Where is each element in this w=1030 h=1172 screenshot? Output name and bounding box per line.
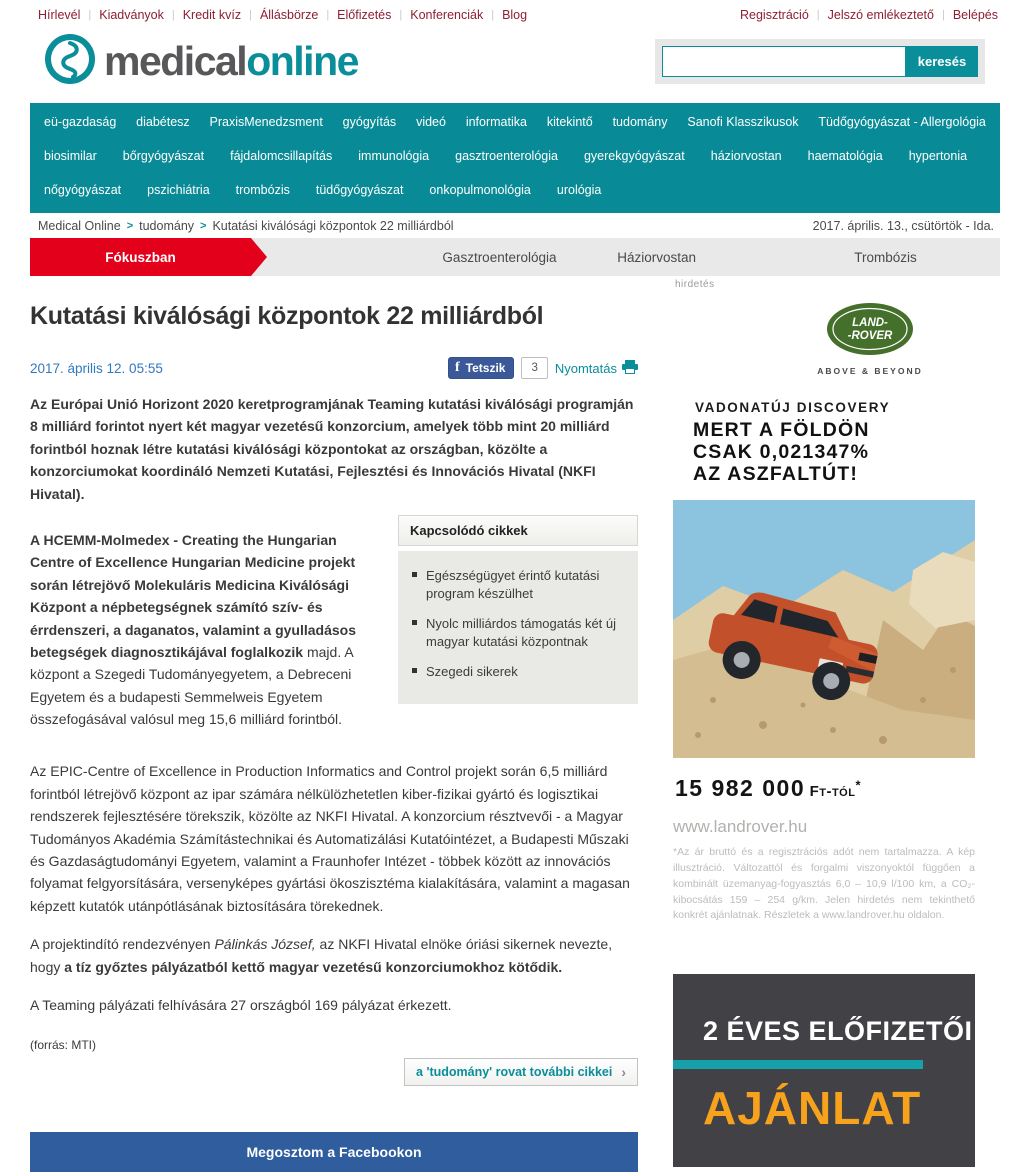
link-belepes[interactable]: Belépés — [952, 8, 998, 22]
ad-headline — [693, 420, 975, 485]
nav-borgyogyaszat[interactable]: bőrgyógyászat — [122, 149, 205, 163]
article-paragraph-5: A Teaming pályázati felhívására 27 országból 169 pályázat érkezett. — [30, 996, 452, 1013]
separator: | — [326, 9, 330, 21]
paragraph-4-mid: az NKFI Hivatal elnöke óriási sikernek nevezte, hogy — [30, 936, 613, 975]
ad-price — [675, 775, 975, 802]
related-articles-list — [398, 551, 638, 704]
nav-diabetesz[interactable]: diabétesz — [136, 115, 190, 129]
search-button[interactable]: keresés — [906, 46, 978, 77]
list-item — [412, 567, 628, 602]
list-item — [412, 663, 628, 681]
subscription-ad-line-1: 2 ÉVES ELŐFIZETŐI — [703, 1016, 973, 1047]
breadcrumb-tudomany[interactable]: tudomány — [139, 219, 195, 233]
subscription-ad[interactable] — [673, 974, 975, 1167]
ad-disclaimer: *Az ár bruttó és a regisztrációs adót nem tartalmazza. A kép illusztráció. Változattól és forgalmi viszonyoktól függően a kombinált üzemanyag-fogyasztás 6,0 – 10,9 l/100 km, a CO₂-kibocsátás 159 – 254 g/km. Jelen hirdetés nem tekinthető konkrét ajánlatnak. Részletek a www.landrover.hu oldalon. — [673, 846, 975, 922]
nav-tudogyogyaszat-allergologia[interactable]: Tüdőgyógyászat - Allergológia — [818, 115, 986, 129]
price-asterisk: * — [855, 778, 861, 794]
article-paragraph-2 — [30, 529, 384, 731]
landrover-tagline: ABOVE & BEYOND — [817, 366, 923, 376]
paragraph-4-italic: Pálinkás József, — [214, 936, 316, 953]
link-kiadvanyok[interactable]: Kiadványok — [99, 8, 164, 22]
landrover-logo-text-top: LAND- — [852, 317, 888, 329]
nav-praxismenedzsment[interactable]: PraxisMenedzsment — [209, 115, 323, 129]
section-tabbar — [30, 238, 1000, 276]
separator: | — [88, 9, 92, 21]
chevron-right-icon: > — [200, 220, 207, 232]
utility-links-left — [38, 8, 527, 22]
related-articles-box — [398, 515, 638, 745]
page-title: Kutatási kiválósági központok 22 milliárdból — [30, 302, 544, 330]
paragraph-4-pre: A projektindító rendezvényen — [30, 936, 215, 953]
nav-fajdalomcsillapitas[interactable]: fájdalomcsillapítás — [230, 149, 333, 163]
more-articles-button[interactable] — [404, 1058, 638, 1086]
chevron-right-icon: > — [126, 220, 134, 232]
paragraph-4-bold: a tíz győztes pályázatból kettő magyar vezetésű konzorciumokhoz kötődik. — [64, 958, 563, 975]
print-button[interactable] — [555, 360, 638, 377]
ad-label: hirdetés — [675, 279, 715, 290]
nav-video[interactable]: videó — [416, 115, 446, 129]
related-link-2[interactable]: Nyolc milliárdos támogatás két új magyar kutatási központnak — [426, 616, 617, 649]
ad-headline-line-2: CSAK 0,021347% — [693, 440, 870, 463]
nav-haziorvostan[interactable]: háziorvostan — [710, 149, 782, 163]
nav-gasztroenterologia[interactable]: gasztroenterológia — [455, 149, 558, 163]
square-bullet-icon — [412, 572, 417, 577]
price-unit: Ft-tól — [809, 783, 856, 801]
nav-gyogyitas[interactable]: gyógyítás — [342, 115, 397, 129]
sidebar — [673, 276, 975, 1172]
separator: | — [941, 9, 945, 21]
nav-kitekinto[interactable]: kitekintő — [546, 115, 593, 129]
nav-immunologia[interactable]: immunológia — [358, 149, 430, 163]
logo-online-text: online — [246, 38, 358, 84]
nav-sanofi-klasszikusok[interactable]: Sanofi Klasszikusok — [687, 115, 799, 129]
nav-haematologia[interactable]: haematológia — [807, 149, 883, 163]
ad-headline-line-3: AZ ASZFALTÚT! — [693, 462, 859, 485]
search-box — [655, 39, 985, 84]
nav-row-1 — [38, 105, 992, 139]
breadcrumb-row — [30, 213, 1000, 238]
nav-tudogyogyaszat[interactable]: tüdőgyógyászat — [315, 183, 404, 197]
landrover-logo-block — [805, 302, 935, 376]
logo-wordmark — [104, 38, 358, 84]
subscription-ad-line-2: AJÁNLAT — [703, 1082, 922, 1135]
logo-medical-text: medical — [104, 38, 247, 84]
tab-haziorvostan[interactable]: Háziorvostan — [617, 249, 697, 265]
breadcrumb-home[interactable]: Medical Online — [38, 219, 121, 233]
link-allasborze[interactable]: Állásbörze — [259, 8, 319, 22]
breadcrumb — [38, 219, 454, 233]
ad-subheading: VADONATÚJ DISCOVERY — [695, 400, 891, 415]
related-link-3[interactable]: Szegedi sikerek — [426, 664, 518, 680]
article-lead: Az Európai Unió Horizont 2020 keretprogramjának Teaming kutatási kiválósági programján 8 milliárd forintot nyert két magyar vezetésű konzorcium, amelyek több mint 20 milliárd forintból hoznak létre kutatási kiválósági központokat az országban, közölte a konzorciumokat koordináló Nemzeti Kutatási, Fejlesztési és Innovációs Hivatal (NKFI Hivatal). — [30, 396, 634, 502]
landrover-logo-text-bottom: -ROVER — [847, 330, 893, 342]
site-header — [0, 22, 1030, 103]
nav-informatika[interactable]: informatika — [465, 115, 527, 129]
tab-gasztroenterologia[interactable]: Gasztroenterológia — [442, 249, 557, 265]
price-value: 15 982 000 — [675, 775, 806, 802]
article-middle-row — [30, 515, 638, 745]
link-jelszo-emlekezteto[interactable]: Jelszó emlékeztető — [827, 8, 934, 22]
related-articles-title: Kapcsolódó cikkek — [398, 515, 638, 546]
discovery-car-photo — [673, 500, 975, 758]
breadcrumb-current: Kutatási kiválósági központok 22 milliárdból — [212, 219, 454, 233]
facebook-share-button[interactable]: Megosztom a Facebookon — [30, 1132, 638, 1172]
main-navigation — [30, 103, 1000, 213]
more-articles-row — [30, 1058, 638, 1086]
article-paragraph-4 — [30, 933, 638, 978]
facebook-like-button[interactable] — [448, 357, 514, 379]
nav-tudomany[interactable]: tudomány — [612, 115, 668, 129]
nav-biosimilar[interactable]: biosimilar — [44, 149, 97, 163]
related-link-1[interactable]: Egészségügyet érintő kutatási program készülhet — [426, 567, 600, 601]
paragraph-2-rest: majd. A központ a Szegedi Tudományegyetem, a Debreceni Egyetem és a budapesti Semmelweis Egyetem összefogásával valósul meg 15,6 milliárd forintból. — [30, 643, 353, 728]
medicalonline-logo-icon — [45, 34, 95, 89]
nav-pszichiatria[interactable]: pszichiátria — [147, 183, 210, 197]
link-kredit-kviz[interactable]: Kredit kvíz — [182, 8, 242, 22]
article-date: 2017. április 12. 05:55 — [30, 360, 163, 376]
ad-url-link[interactable]: www.landrover.hu — [673, 817, 808, 837]
more-articles-label: a 'tudomány' rovat további cikkei — [416, 1065, 613, 1080]
current-date: 2017. április. 13., csütörtök - Ida. — [812, 219, 994, 233]
separator: | — [399, 9, 403, 21]
ad-headline-line-1: MERT A FÖLDÖN — [693, 419, 870, 441]
utility-bar — [0, 0, 1030, 22]
nav-row-3 — [38, 173, 992, 207]
content-area — [0, 276, 1030, 1172]
like-label: Tetszik — [465, 361, 506, 375]
tab-fokuszban[interactable]: Fókuszban — [30, 238, 251, 276]
square-bullet-icon — [412, 668, 417, 673]
separator: | — [171, 9, 175, 21]
nav-onkopulmonologia[interactable]: onkopulmonológia — [429, 183, 531, 197]
nav-eu-gazdasag[interactable]: eü-gazdaság — [44, 115, 117, 129]
list-item — [412, 615, 628, 650]
landrover-logo-icon — [826, 302, 914, 361]
search-input[interactable] — [662, 46, 906, 77]
print-label: Nyomtatás — [554, 360, 617, 376]
nav-nogyogyaszat[interactable]: nőgyógyászat — [44, 183, 122, 197]
nav-row-2 — [38, 139, 992, 173]
nav-hypertonia[interactable]: hypertonia — [908, 149, 968, 163]
link-blog[interactable]: Blog — [502, 8, 528, 22]
facebook-icon: f — [454, 360, 460, 375]
separator: | — [491, 9, 495, 21]
article-meta-row — [30, 357, 638, 379]
site-logo[interactable] — [45, 34, 358, 89]
landrover-ad[interactable] — [673, 302, 975, 924]
paragraph-2-bold: A HCEMM-Molmedex - Creating the Hungarian Centre of Excellence Hungarian Medicine projekt során létrejövő Molekuláris Medicina Kiválósági Központ a népbetegségnek számító szív- és érrdenszeri, a daganatos, valamint a gyulladásos betegségek diagnosztikájával foglalkozik — [30, 531, 357, 660]
chevron-right-icon: › — [621, 1064, 626, 1081]
like-count-badge: 3 — [521, 357, 547, 379]
link-elofizetes[interactable]: Előfizetés — [337, 8, 392, 22]
tab-trombozis[interactable]: Trombózis — [854, 249, 917, 265]
nav-urologia[interactable]: urológia — [556, 183, 602, 197]
article-source: (forrás: MTI) — [30, 1038, 96, 1053]
article-actions — [448, 357, 638, 379]
link-konferenciak[interactable]: Konferenciák — [410, 8, 484, 22]
square-bullet-icon — [412, 620, 417, 625]
nav-gyerekgyogyaszat[interactable]: gyerekgyógyászat — [583, 149, 685, 163]
nav-trombozis[interactable]: trombózis — [235, 183, 290, 197]
link-hirlevel[interactable]: Hírlevél — [38, 8, 81, 22]
separator: | — [816, 9, 820, 21]
article-column — [30, 276, 638, 1172]
utility-links-right — [740, 8, 998, 22]
article-paragraph-3: Az EPIC-Centre of Excellence in Production Informatics and Control projekt során 6,5 milliárd forintból létrejövő központ az ipar számára nélkülözhetetlen kiber-fizikai gyártó és logisztikai rendszerek fejlesztésére törekszik, közölte az NKFI Hivatal. A konzorcium résztvevői - a Magyar Tudományos Akadémia Számítástechnikai és Automatizálási Kutatóintézet, a Budapesti Műszaki és Gazdaságtudományi Egyetem, valamint a Fraunhofer Intézet - többek között az innovációs folyamat felgyorsítására, versenyképes gyártási ökoszisztéma kialakítására, valamint a magasan képzett kutatók utánpótlásának biztosítására törekednek. — [30, 763, 630, 914]
teal-divider-bar — [673, 1060, 923, 1069]
link-regisztracio[interactable]: Regisztráció — [740, 8, 809, 22]
separator: | — [249, 9, 252, 21]
printer-icon — [622, 360, 638, 377]
